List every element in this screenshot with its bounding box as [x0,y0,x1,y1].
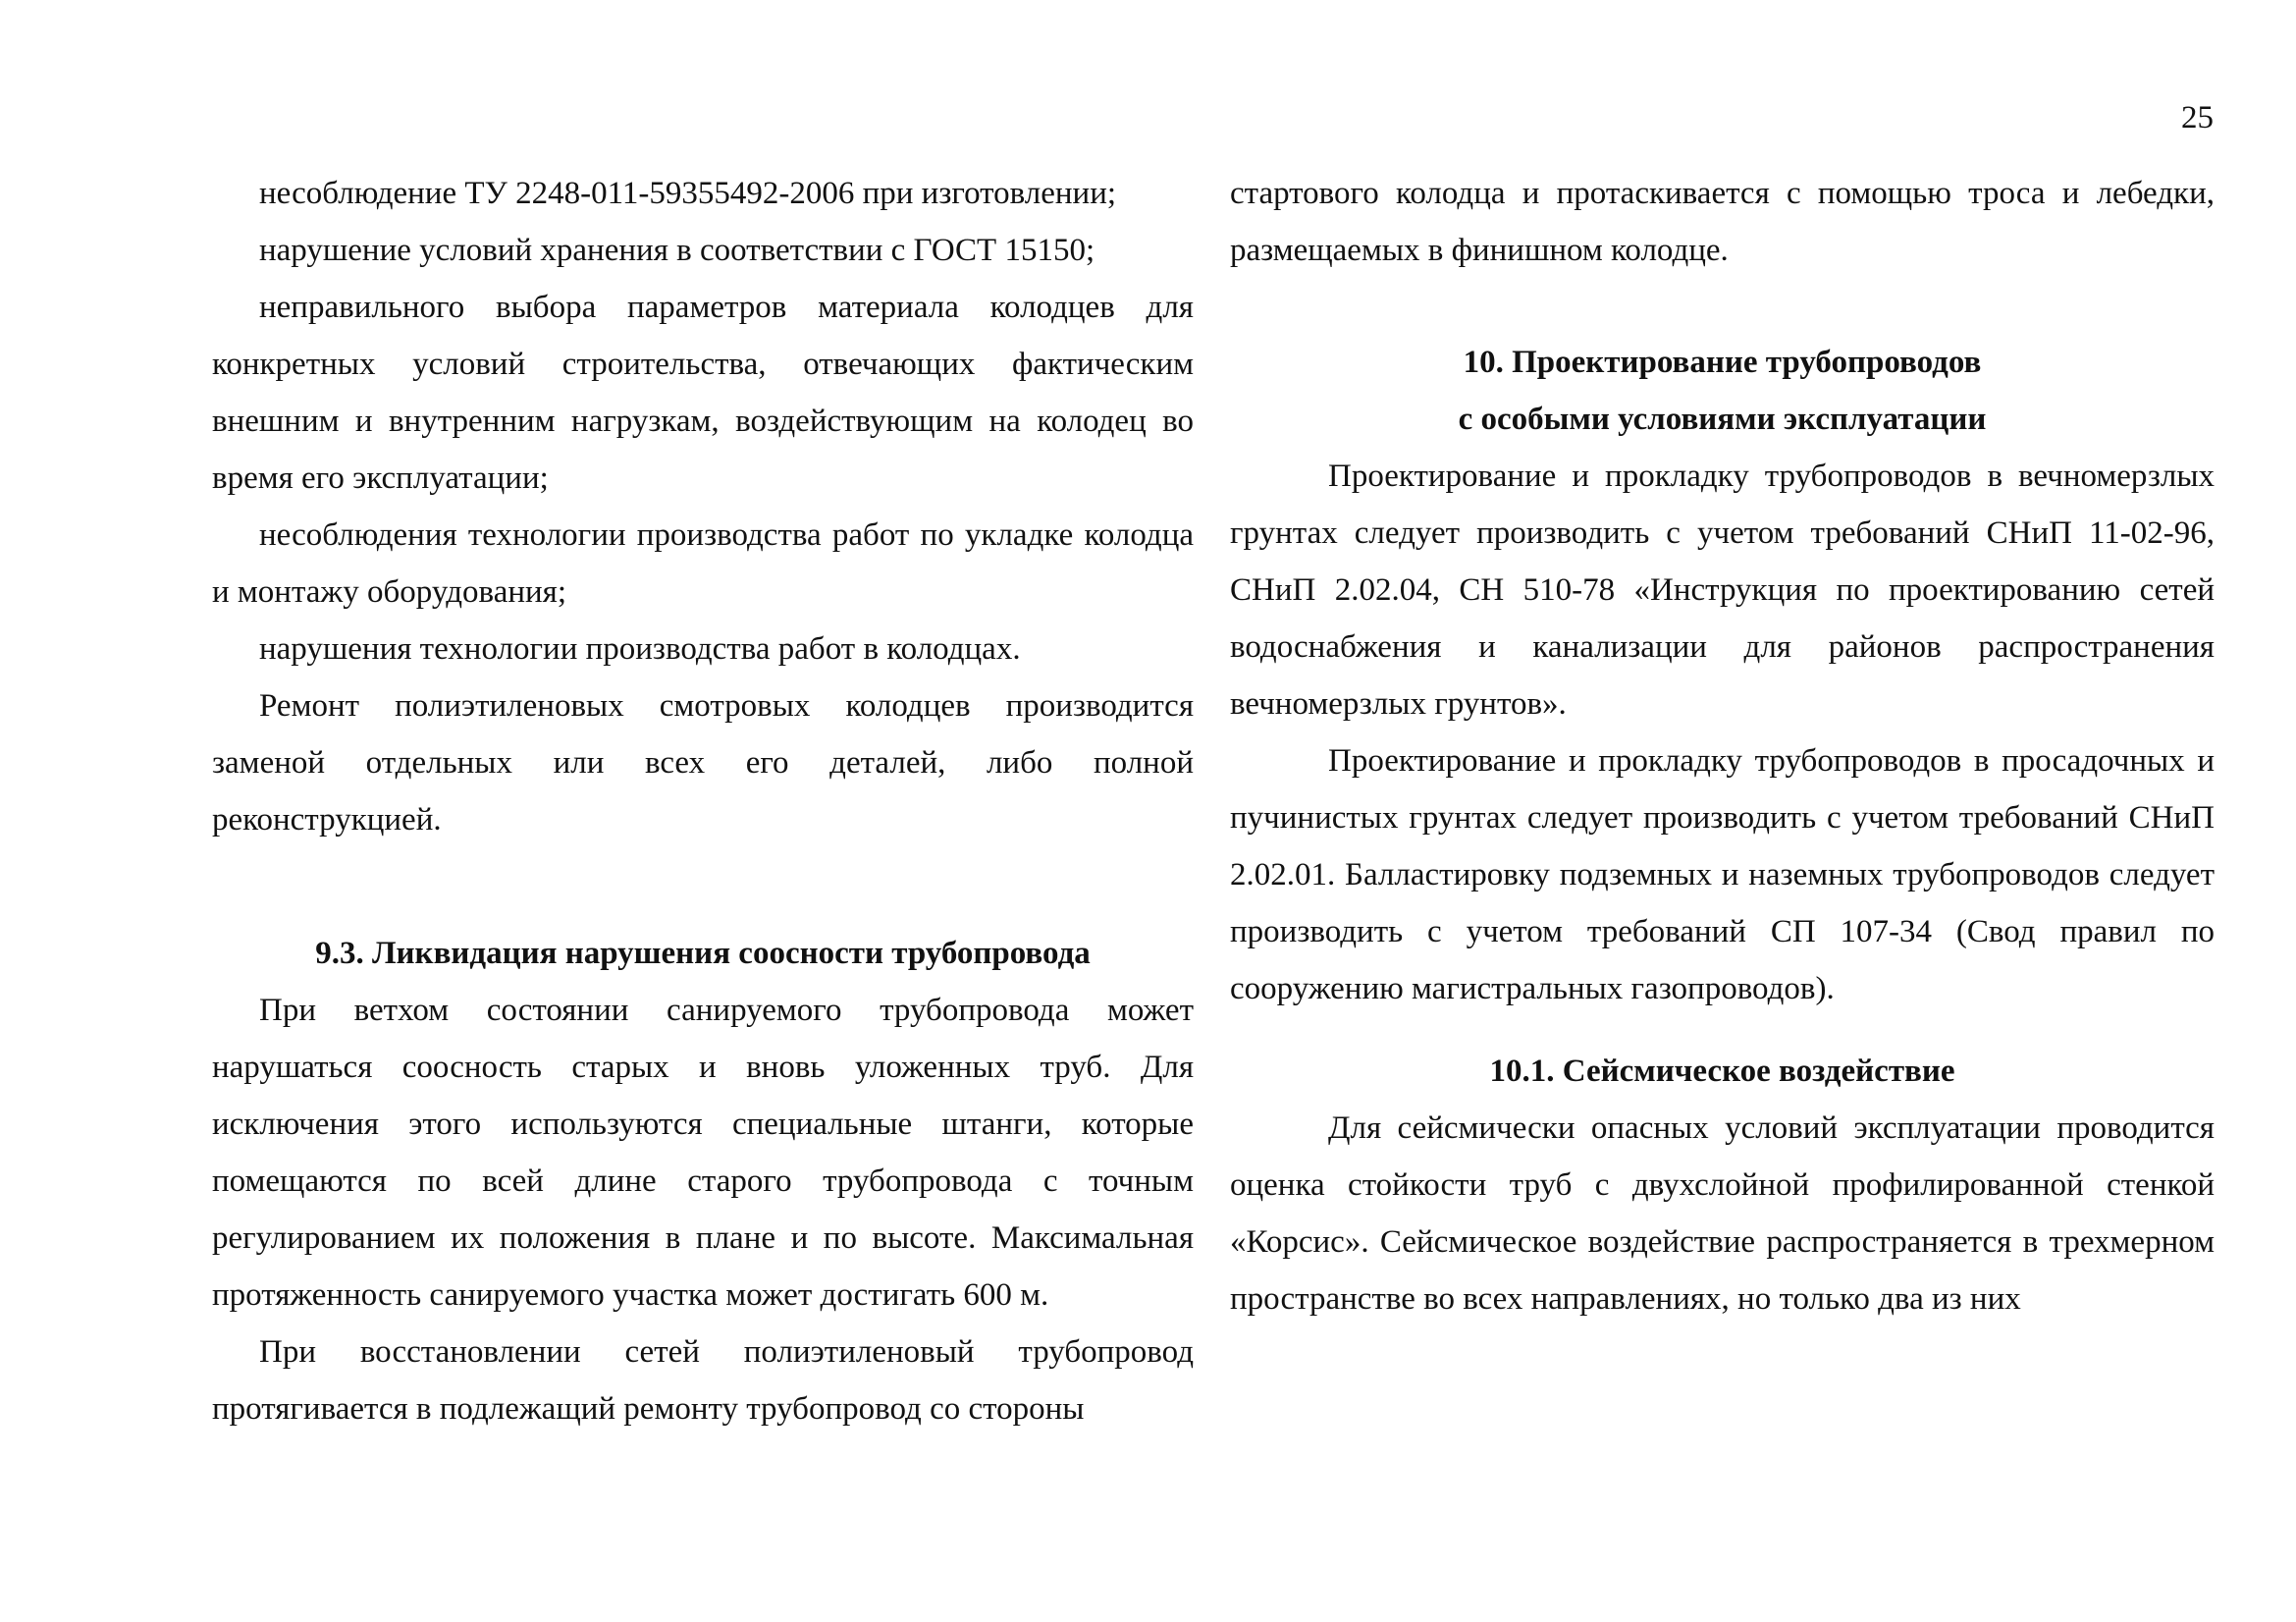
list-item: неправильного выбора параметров материала колодцев для конкретных условий строительства, отвечающих фактическим внешним и внутренним нагрузкам, воздействующим на колодец во время его эксплуатации; [212,290,1194,496]
body-paragraph: При восстановлении сетей полиэтиленовый трубопровод протягивается в подлежащий ремонту трубопровод со стороны [212,1334,1194,1427]
body-paragraph: При ветхом состоянии санируемого трубопровода может нарушаться соосность старых и вновь уложенных труб. Для исключения этого используются специальные штанги, которые помещаются по всей длине старого трубопровода с точным регулированием их положения в плане и по высоте. Максимальная протяженность санируемого участка может достигать 600 м. [212,993,1194,1313]
section-heading-9-3: 9.3. Ликвидация нарушения соосности трубопровода [315,936,1091,971]
list-item: несоблюдение ТУ 2248-011-59355492-2006 при изготовлении; [259,176,1117,211]
repair-paragraph: Ремонт полиэтиленовых смотровых колодцев производится заменой отдельных или всех его деталей, либо полной реконструкцией. [212,688,1194,838]
list-item: нарушения технологии производства работ в колодцах. [259,631,1021,667]
body-paragraph: Проектирование и прокладку трубопроводов в просадочных и пучинистых грунтах следует производить с учетом требований СНиП 2.02.01. Балластировку подземных и наземных трубопроводов следует производить с учетом требований СП 107-34 (Свод правил по сооружению магистральных газопроводов). [1230,743,2215,1006]
list-item: несоблюдения технологии производства работ по укладке колодца и монтажу оборудования; [212,517,1194,610]
right-column [1230,165,2215,1327]
list-item: нарушение условий хранения в соответствии с ГОСТ 15150; [259,233,1095,268]
body-paragraph: Проектирование и прокладку трубопроводов в вечномерзлых грунтах следует производить с учетом требований СНиП 11-02-96, СНиП 2.02.04, СН 510-78 «Инструкция по проектированию сетей водоснабжения и канализации для районов распространения вечномерзлых грунтов». [1230,459,2215,722]
section-heading-10-line-1: 10. Проектирование трубопроводов [1463,345,1982,380]
continuation-paragraph: стартового колодца и протаскивается с помощью троса и лебедки, размещаемых в финишном колодце. [1230,176,2215,268]
section-heading-10-line-2: с особыми условиями эксплуатации [1458,402,1987,437]
page-number: 25 [2181,100,2214,135]
body-paragraph: Для сейсмически опасных условий эксплуатации проводится оценка стойкости труб с двухслойной профилированной стенкой «Корсис». Сейсмическое воздействие распространяется в трехмерном пространстве во всех направлениях, но только два из них [1230,1110,2215,1317]
left-column [212,165,1194,1437]
section-heading-10-1: 10.1. Сейсмическое воздействие [1489,1054,1955,1089]
